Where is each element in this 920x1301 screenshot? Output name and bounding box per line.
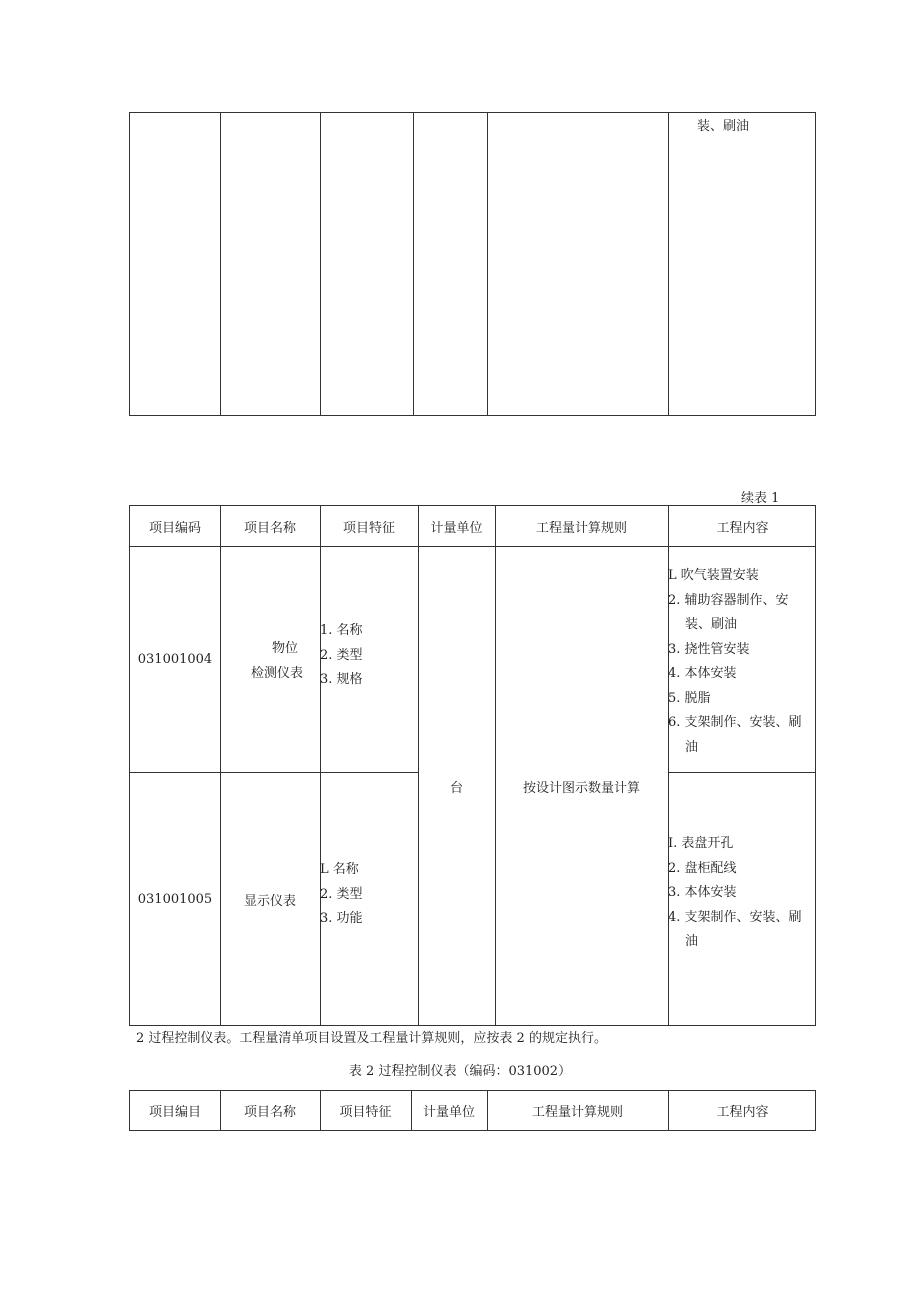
row1-code: 031001004 (137, 651, 213, 667)
row-divider (668, 772, 815, 773)
top-table-content-text: 装、刷油 (697, 119, 750, 134)
row2-name: 显示仪表 (243, 894, 296, 909)
row1-content-list (668, 564, 814, 760)
list-item: 5. 脱脂 (668, 690, 711, 706)
t2-header-rule: 工程量计算规则 (531, 1105, 623, 1120)
list-item: 3. 规格 (320, 672, 363, 687)
column-divider (220, 113, 221, 415)
table2-caption: 表 2 过程控制仪表（编码：031002） (348, 1064, 572, 1079)
list-item: 3. 本体安装 (668, 885, 737, 900)
row2-content-list (668, 832, 814, 955)
t2-header-features: 项目特征 (339, 1105, 392, 1120)
t2-header-content: 工程内容 (716, 1105, 769, 1120)
list-item: 4. 支架制作、安装、刷油 (668, 909, 802, 949)
list-item: 3. 挠性管安装 (668, 641, 750, 657)
body-paragraph: 2 过程控制仪表。工程量清单项目设置及工程量计算规则，应按表 2 的规定执行。 (136, 1031, 607, 1046)
unit-merged-cell: 台 (449, 781, 463, 796)
row2-code: 031001005 (137, 892, 213, 907)
column-divider (320, 506, 321, 1025)
row1-features-list (320, 619, 418, 693)
t2-header-code: 项目编目 (148, 1105, 201, 1120)
list-item: I. 表盘开孔 (668, 836, 734, 851)
header-content: 工程内容 (716, 520, 769, 536)
top-table (129, 112, 816, 416)
row2-features-list (320, 858, 418, 932)
t2-header-unit: 计量单位 (422, 1105, 475, 1120)
list-item: L 吹气装置安装 (668, 568, 759, 583)
list-item: 6. 支架制作、安装、刷油 (668, 715, 802, 755)
t2-header-name: 项目名称 (243, 1105, 296, 1120)
row1-name-line2: 检测仪表 (251, 666, 304, 681)
list-item: 2. 类型 (320, 647, 363, 663)
list-item: 2. 辅助容器制作、安装、刷油 (668, 592, 789, 632)
list-item: L 名称 (320, 862, 359, 877)
header-name: 项目名称 (243, 520, 296, 536)
column-divider (668, 113, 669, 415)
list-item: 4. 本体安装 (668, 666, 737, 681)
row1-name-line1: 物位 (272, 641, 299, 656)
list-item: 2. 类型 (320, 886, 363, 902)
column-divider (320, 113, 321, 415)
table2 (129, 1090, 816, 1131)
column-divider (413, 113, 414, 415)
header-unit: 计量单位 (430, 520, 483, 536)
header-features: 项目特征 (342, 520, 395, 536)
header-code: 项目编码 (148, 520, 201, 536)
rule-merged-cell: 按设计图示数量计算 (522, 781, 640, 796)
continued-table-label: 续表 1 (741, 491, 780, 506)
list-item: 1. 名称 (320, 623, 363, 638)
list-item: 3. 功能 (320, 911, 363, 926)
header-rule: 工程量计算规则 (535, 520, 627, 536)
table1 (129, 505, 816, 1026)
list-item: 2. 盘柜配线 (668, 860, 737, 876)
column-divider (487, 113, 488, 415)
